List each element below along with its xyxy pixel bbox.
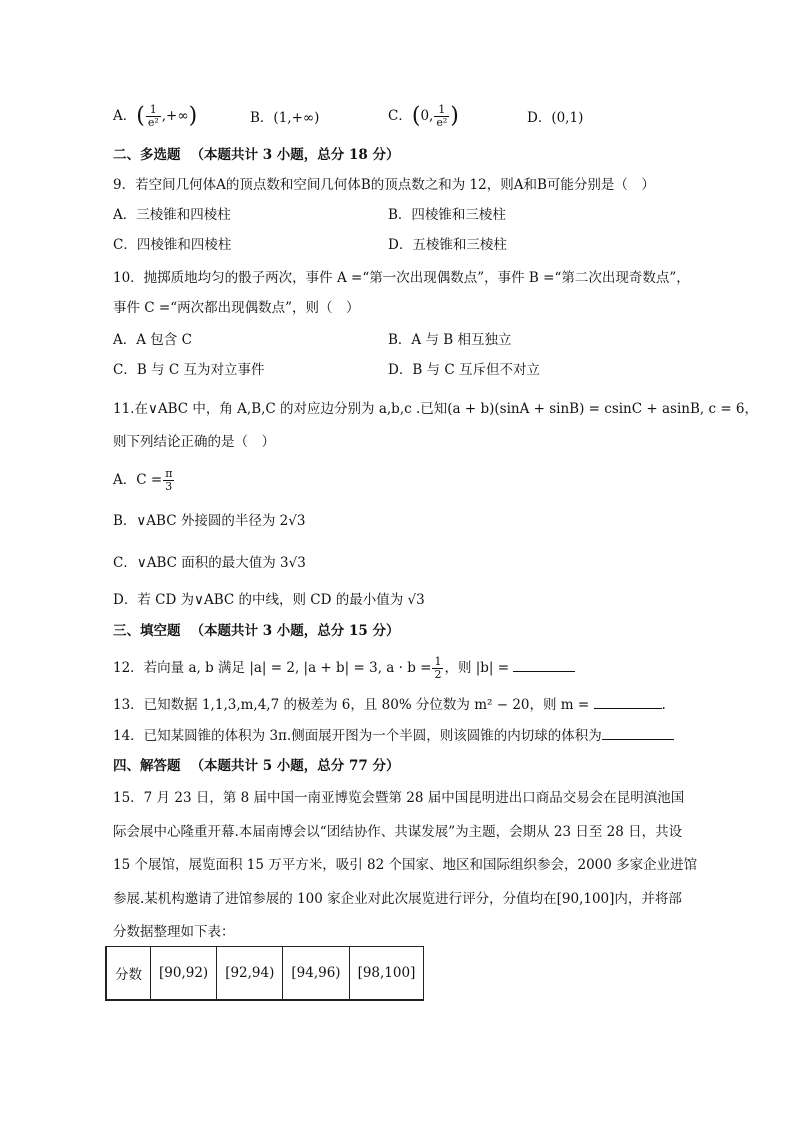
q10-option-c: C．B 与 C 互为对立事件 [113, 362, 265, 378]
q13: 13．已知数据 1,1,3,m,4,7 的极差为 6，且 80% 分位数为 m² − 20，则 m = . [113, 694, 666, 715]
section-note: （本题共计 3 小题，总分 18 分） [190, 147, 400, 163]
q15-line1: 15．7 月 23 日，第 8 届中国一南亚博览会暨第 28 届中国昆明进出口商品交易会在昆明滇池国 [113, 790, 685, 806]
q15-line5: 分数据整理如下表： [113, 924, 235, 940]
section-heading-fill-in: 三、填空题 （本题共计 3 小题，总分 15 分） [113, 623, 400, 639]
q10-stem-line2: 事件 C =“两次都出现偶数点”，则（ ） [113, 300, 360, 316]
q15-line2: 际会展中心隆重开幕.本届南博会以“团结协作、共谋发展”为主题，会期从 23 日至 28 日，共设 [113, 824, 683, 840]
q9-stem: 9．若空间几何体A的顶点数和空间几何体B的顶点数之和为 12，则A和B可能分别是（ ） [113, 177, 655, 193]
score-table [105, 946, 424, 1001]
q8-option-a-tail: ,+∞ [161, 108, 189, 124]
q8-option-a-label: A． [113, 108, 137, 124]
q11-option-d: D．若 CD 为∨ABC 的中线，则 CD 的最小值为 √3 [113, 592, 425, 608]
q11-option-a-fraction: $\frac{\pi}{3}$ [165, 467, 173, 493]
q11-stem-line1: 11.在∨ABC 中，角 A,B,C 的对应边分别为 a,b,c .已知(a + b)(sinA + sinB) = csinC + asinB, c = 6， [113, 401, 759, 417]
table-cell: [94,96) [283, 947, 349, 1001]
q15-line4: 参展.某机构邀请了进馆参展的 100 家企业对此次展览进行评分，分值均在[90,100]内，并将部 [113, 891, 682, 907]
q8-option-c: C．(0, $\frac{1}{\text{e²}}$ ) [388, 103, 459, 129]
q15-line3: 15 个展馆，展览面积 15 万平方米，吸引 82 个国家、地区和国际组织参会，2000 多家企业进馆 [113, 857, 698, 873]
q11-option-b: B．∨ABC 外接圆的半径为 2√3 [113, 513, 306, 529]
q11-stem-line2: 则下列结论正确的是（ ） [113, 434, 275, 450]
section-title: 二、多选题 [113, 147, 181, 163]
q10-stem-line1: 10．抛掷质地均匀的骰子两次，事件 A =“第一次出现偶数点”，事件 B =“第二次出现奇数点”， [113, 270, 690, 286]
q8-option-b-text: (1,+∞) [273, 110, 320, 126]
table-cell: 分数 [106, 947, 151, 1001]
q9-option-d: D．五棱锥和三棱柱 [388, 237, 507, 253]
q8-option-a: A．( $\frac{1}{\text{e²}}$ ,+∞) [113, 103, 198, 129]
section-heading-solutions: 四、解答题 （本题共计 5 小题，总分 77 分） [113, 758, 400, 774]
q8-option-c-head: 0, [420, 108, 434, 124]
section-heading-multiple-choice [113, 145, 399, 165]
q11-option-c: C．∨ABC 面积的最大值为 3√3 [113, 555, 306, 571]
q8-option-c-fraction: $\frac{1}{\text{e²}}$ [436, 103, 448, 129]
q12 [113, 656, 575, 681]
q13-text: 13．已知数据 1,1,3,m,4,7 的极差为 6，且 80% 分位数为 m² − 20，则 m = [113, 697, 590, 713]
q14-text: 14．已知某圆锥的体积为 3π.侧面展开图为一个半圆，则该圆锥的内切球的体积为 [113, 728, 602, 744]
q8-option-d-text: (0,1) [551, 110, 584, 126]
q8-option-a-fraction: $\frac{1}{\text{e²}}$ [147, 103, 159, 129]
q12-tail: ，则 |b| = [444, 660, 510, 676]
q10-option-a: A．A 包含 C [113, 332, 192, 348]
q12-head: 12．若向量 a, b 满足 |a| = 2, |a + b| = 3, a · b = [113, 660, 432, 676]
q10-option-d: D．B 与 C 互斥但不对立 [388, 362, 540, 378]
q12-fraction: $\frac{1}{2}$ [434, 655, 442, 681]
q8-option-d: D．(0,1) [527, 110, 584, 126]
q11-option-a: A．C = $\frac{\pi}{3}$ [113, 467, 173, 493]
table-cell: [90,92) [151, 947, 217, 1001]
table-cell: [98,100] [349, 947, 424, 1001]
q14 [113, 725, 674, 746]
q14-answer-blank[interactable] [602, 725, 674, 740]
q9-option-a: A．三棱锥和四棱柱 [113, 207, 231, 223]
table-cell: [92,94) [217, 947, 283, 1001]
q8-option-b: B．(1,+∞) [250, 110, 320, 126]
q9-option-b: B．四棱锥和三棱柱 [388, 207, 506, 223]
q12-answer-blank[interactable] [513, 657, 575, 672]
table-row [106, 947, 424, 1001]
q9-option-c: C．四棱锥和四棱柱 [113, 237, 232, 253]
q13-answer-blank[interactable] [594, 694, 662, 709]
q10-option-b: B．A 与 B 相互独立 [388, 332, 512, 348]
